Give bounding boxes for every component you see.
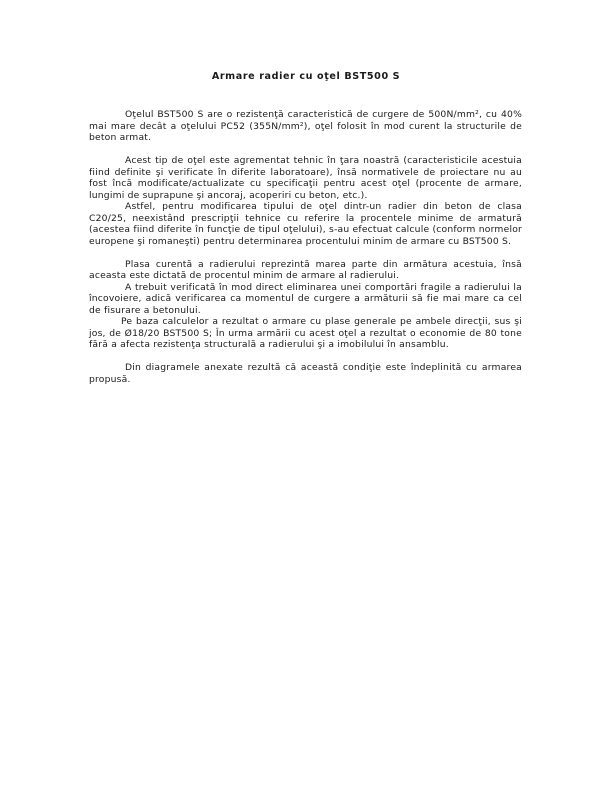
paragraph-conclusion: Din diagramele anexate rezultă că această condiţie este îndeplinită cu armarea propusă. (89, 362, 522, 385)
document-body (89, 109, 522, 385)
paragraph-fragile-behavior: A trebuit verificată în mod direct eliminarea unei comportări fragile a radierului la încovoiere, adică verificarea ca momentul de curgere a armăturii să fie mai mare ca cel de fisurare a betonului. (89, 281, 522, 316)
paragraph-steel-approval: Acest tip de oţel este agrementat tehnic în ţara noastră (caracteristicile acestuia fiind definite şi verificate în diferite laboratoare), însă normativele de proiectare nu au fost încă modificate/actualizate cu specificaţii pentru acest oţel (procente de armare, lungimi de suprapune şi ancoraj, acoperiri cu beton, etc.). (89, 155, 522, 201)
paragraph-steel-strength: Oţelul BST500 S are o rezistenţă caracteristică de curgere de 500N/mm², cu 40% mai mare decât a oţelului PC52 (355N/mm²), oţel folosit în mod curent la structurile de beton armat. (89, 109, 522, 143)
paragraph-current-mesh: Plasa curentă a radierului reprezintă marea parte din armătura acestuia, însă aceasta este dictată de procentul minim de armare al radierului. (89, 258, 522, 281)
paragraph-minimum-reinforcement: Astfel, pentru modificarea tipului de oţel dintr-un radier din beton de clasa C20/25, neexistând prescripţii tehnice cu referire la procentele minime de armatură (acestea fiind diferite în funcţie de tipul oţelului), s-au efectuat calcule (conform normelor europene şi romaneşti) pentru determinarea procentului minim de armare cu BST500 S. (89, 201, 522, 247)
document-title: Armare radier cu oţel BST500 S (211, 71, 401, 82)
paragraph-calculation-result: Pe baza calculelor a rezultat o armare cu plase generale pe ambele direcţii, sus şi jos, de Ø18/20 BST500 S; În urma armării cu acest oţel a rezultat o economie de 80 tone fără a afecta rezistenţa structurală a radierului şi a imobilului în ansamblu. (89, 316, 522, 350)
